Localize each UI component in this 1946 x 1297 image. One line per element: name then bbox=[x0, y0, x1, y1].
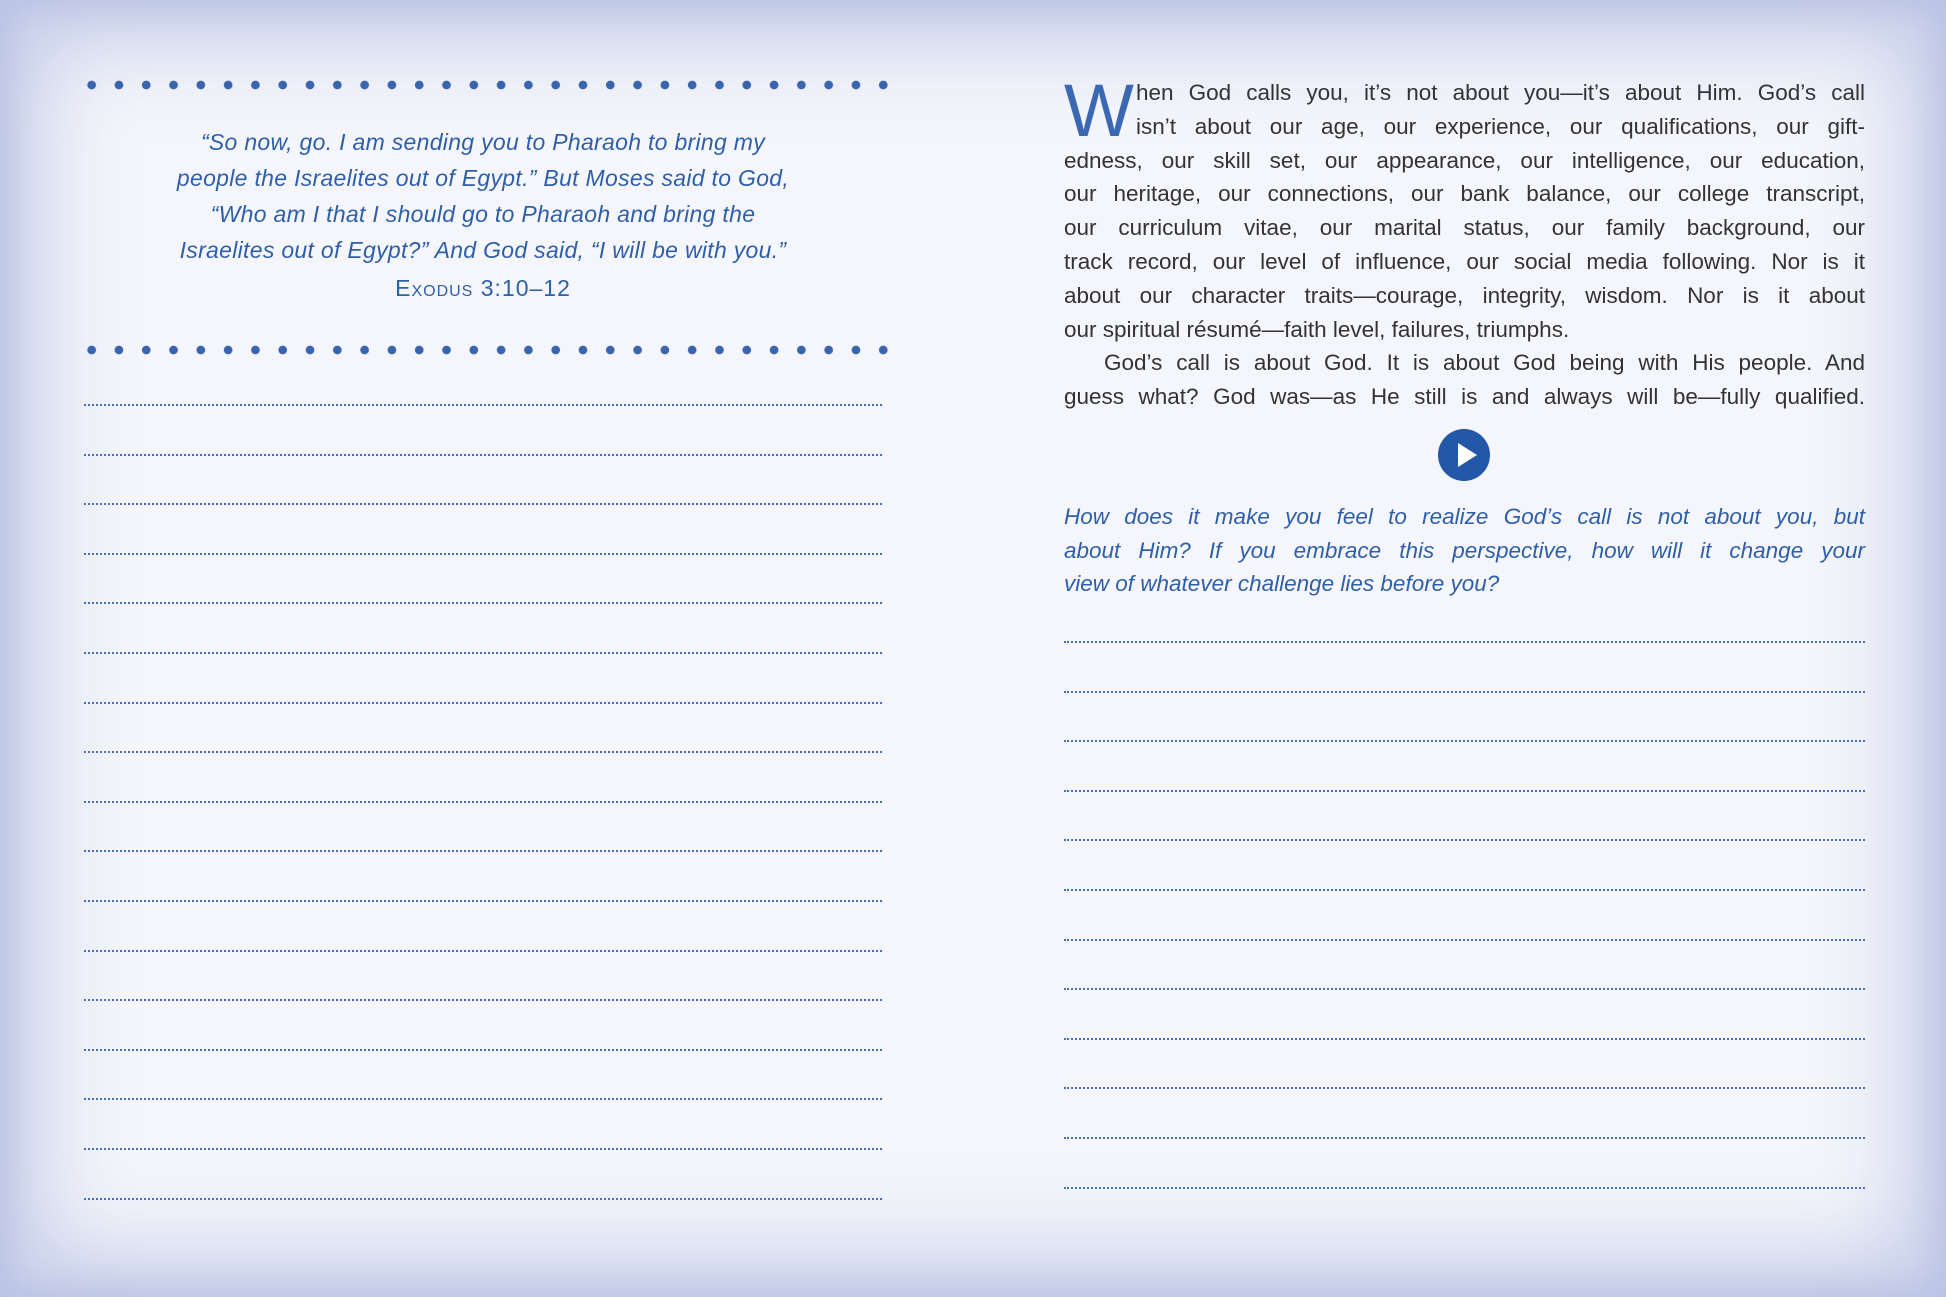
dot-divider-top bbox=[78, 79, 888, 91]
writing-line[interactable] bbox=[84, 652, 882, 654]
dot-divider-bottom bbox=[78, 344, 888, 356]
writing-line[interactable] bbox=[1064, 1038, 1865, 1040]
writing-line[interactable] bbox=[84, 553, 882, 555]
writing-line[interactable] bbox=[84, 999, 882, 1001]
writing-line[interactable] bbox=[84, 1098, 882, 1100]
body-line: guess what? God was—as He still is and always will be—fully qualified. bbox=[1064, 384, 1865, 410]
writing-line[interactable] bbox=[84, 801, 882, 803]
quote-line: “So now, go. I am sending you to Pharaoh to bring my bbox=[200, 129, 766, 155]
body-line: our curriculum vitae, our marital status, our family background, our bbox=[1064, 215, 1865, 241]
writing-line[interactable] bbox=[1064, 1187, 1865, 1189]
writing-line[interactable] bbox=[84, 602, 882, 604]
drop-cap: W bbox=[1064, 69, 1134, 152]
writing-line[interactable] bbox=[84, 454, 882, 456]
writing-line[interactable] bbox=[84, 1148, 882, 1150]
writing-line[interactable] bbox=[1064, 939, 1865, 941]
reflection-question bbox=[1064, 500, 1865, 601]
body-text bbox=[1064, 69, 1865, 414]
writing-line[interactable] bbox=[84, 900, 882, 902]
writing-line[interactable] bbox=[84, 503, 882, 505]
question-line: How does it make you feel to realize God’s call is not about you, but bbox=[1064, 504, 1865, 529]
body-line: our spiritual résumé—faith level, failures, triumphs. bbox=[1064, 316, 1570, 342]
quote-line: people the Israelites out of Egypt.” But Moses said to God, bbox=[176, 165, 790, 191]
writing-line[interactable] bbox=[84, 751, 882, 753]
question-line: about Him? If you embrace this perspective, how will it change your bbox=[1064, 537, 1865, 563]
writing-line[interactable] bbox=[1064, 740, 1865, 742]
writing-line[interactable] bbox=[84, 404, 882, 406]
writing-line[interactable] bbox=[1064, 1087, 1865, 1089]
writing-line[interactable] bbox=[1064, 691, 1865, 693]
writing-line[interactable] bbox=[1064, 1137, 1865, 1139]
body-line: hen God calls you, it’s not about you—it’s about Him. God’s call bbox=[1136, 80, 1865, 105]
writing-line[interactable] bbox=[1064, 641, 1865, 643]
body-line: about our character traits—courage, integrity, wisdom. Nor is it about bbox=[1064, 282, 1865, 308]
writing-line[interactable] bbox=[1064, 839, 1865, 841]
body-line: edness, our skill set, our appearance, our intelligence, our education, bbox=[1064, 147, 1865, 173]
writing-line[interactable] bbox=[84, 1198, 882, 1200]
writing-line[interactable] bbox=[84, 702, 882, 704]
body-line: isn’t about our age, our experience, our qualifications, our gift- bbox=[1136, 113, 1865, 139]
writing-line[interactable] bbox=[84, 950, 882, 952]
writing-line[interactable] bbox=[1064, 988, 1865, 990]
body-line: our heritage, our connections, our bank balance, our college transcript, bbox=[1064, 181, 1865, 207]
body-line: track record, our level of influence, our social media following. Nor is it bbox=[1064, 248, 1865, 274]
writing-line[interactable] bbox=[84, 1049, 882, 1051]
writing-line[interactable] bbox=[1064, 889, 1865, 891]
writing-line[interactable] bbox=[1064, 790, 1865, 792]
question-line: view of whatever challenge lies before you? bbox=[1064, 571, 1500, 596]
body-line: God’s call is about God. It is about God being with His people. And bbox=[1104, 350, 1865, 376]
writing-line[interactable] bbox=[84, 850, 882, 852]
quote-line: Israelites out of Egypt?” And God said, “I will be with you.” bbox=[179, 237, 787, 263]
play-circle-icon[interactable] bbox=[1438, 429, 1490, 481]
scripture-reference: Exodus 3:10–12 bbox=[395, 275, 571, 301]
scripture-quote bbox=[84, 124, 882, 306]
quote-line: “Who am I that I should go to Pharaoh and bring the bbox=[210, 201, 756, 227]
